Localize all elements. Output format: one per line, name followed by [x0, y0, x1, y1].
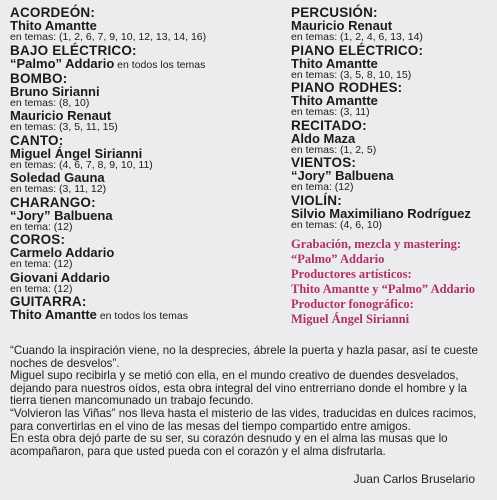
musician-name: Aldo Maza — [291, 130, 356, 146]
musician-name: Soledad Gauna — [10, 170, 105, 185]
production-credit-line: “Palmo” Addario — [291, 252, 385, 266]
musician-name: Miguel Ángel Sirianni — [10, 145, 143, 161]
themes-list: en tema: (12) — [10, 282, 73, 295]
credits-column-right — [291, 6, 491, 327]
themes-list: en temas: (4, 6, 7, 8, 9, 10, 11) — [10, 158, 153, 171]
production-credit-line: Productor fonográfico: — [291, 297, 414, 311]
role-label: BOMBO: — [10, 70, 68, 86]
role-group-piano-electrico — [291, 44, 491, 82]
themes-list: en temas: (8, 10) — [10, 96, 90, 109]
musician-name: Thito Amantte — [10, 18, 97, 33]
themes-list: en tema: (12) — [291, 181, 354, 193]
musician-name: Thito Amantte — [10, 307, 97, 322]
role-label: ACORDEÓN: — [10, 5, 96, 20]
role-group-canto — [10, 134, 290, 196]
musician-name: Thito Amantte — [291, 55, 378, 71]
role-group-recitado — [291, 119, 491, 157]
musician-name: “Palmo” Addario — [10, 55, 115, 71]
musician-name: “Jory” Balbuena — [10, 207, 113, 223]
role-label: GUITARRA: — [10, 294, 87, 309]
role-group-percusion — [291, 6, 491, 44]
musician-line — [291, 57, 491, 70]
musician-name: Carmelo Addario — [10, 245, 115, 260]
themes-list: en temas: (3, 5, 8, 10, 15) — [291, 68, 412, 81]
quote-paragraph: “Cuando la inspiración viene, no la desprecies, ábrele la puerta y hazla pasar, así te cueste noches de desvelos”. — [10, 344, 478, 370]
role-group-vientos — [291, 156, 491, 194]
production-credits — [291, 237, 491, 327]
themes-list: en temas: (4, 6, 10) — [291, 218, 383, 231]
production-credit-line: Thito Amantte y “Palmo” Addario — [291, 282, 476, 296]
quote-paragraph: En esta obra dejó parte de su ser, su corazón desnudo y en el alma las musas que lo acompañaron, para que usted pueda con el corazón y el alma disfrutarla. — [10, 432, 448, 458]
musician-name: Giovani Addario — [10, 269, 110, 285]
role-group-guitarra — [10, 295, 290, 323]
role-group-piano-rodhes — [291, 81, 491, 119]
musician-name: Mauricio Renaut — [291, 18, 393, 33]
dedication-text — [10, 345, 490, 458]
role-group-acordeon — [10, 6, 290, 44]
musician-line — [10, 271, 290, 284]
musician-line — [10, 147, 290, 160]
themes-list: en temas: (1, 2, 6, 7, 9, 10, 12, 13, 14, 16) — [10, 31, 207, 43]
credits-column-left — [10, 6, 290, 323]
musician-line — [10, 308, 290, 323]
themes-list: en temas: (3, 11, 12) — [10, 183, 107, 195]
themes-note: en todos los temas — [114, 58, 206, 71]
musician-line — [291, 132, 491, 145]
role-label: PERCUSIÓN: — [291, 5, 378, 20]
role-label: VIENTOS: — [291, 155, 357, 170]
role-label: BAJO ELÉCTRICO: — [10, 42, 137, 58]
themes-list: en tema: (12) — [10, 258, 73, 270]
themes-list: en tema: (12) — [10, 220, 73, 233]
signature: Juan Carlos Bruselario — [353, 472, 475, 486]
themes-list: en temas: (3, 5, 11, 15) — [10, 121, 118, 133]
right-credit-list — [291, 6, 491, 231]
musician-line — [10, 57, 290, 72]
musician-line — [10, 85, 290, 98]
role-group-coros — [10, 233, 290, 295]
role-group-charango — [10, 196, 290, 234]
role-group-bajo-electrico — [10, 44, 290, 72]
themes-list: en temas: (3, 11) — [291, 106, 370, 118]
role-label: RECITADO: — [291, 117, 367, 133]
role-label: PIANO ELÉCTRICO: — [291, 42, 424, 58]
musician-name: “Jory” Balbuena — [291, 168, 394, 183]
musician-line — [10, 209, 290, 222]
role-label: CANTO: — [10, 132, 64, 148]
role-label: PIANO RODHES: — [291, 80, 403, 95]
quote-paragraph: Miguel supo recibirla y se metió con ella, en el mundo creativo de duendes desvelados, dejando para nuestros oídos, esta obra integral del vino entrerriano donde el hombre y la tierra tienen mancomunado un trabajo fecundo. — [10, 369, 467, 408]
production-credit-line: Miguel Ángel Sirianni — [291, 312, 410, 326]
quote-paragraph: “Volvieron las Viñas” nos lleva hasta el misterio de las vides, traducidas en dulces racimos, para convertirlas en el vino de las mesas del tiempo compartido entre amigos. — [10, 406, 477, 433]
production-credit-line: Grabación, mezcla y mastering: — [291, 237, 462, 251]
themes-note: en todos los temas — [96, 310, 188, 322]
musician-line — [291, 207, 491, 220]
musician-name: Thito Amantte — [291, 93, 378, 108]
production-credit-line: Productores artísticos: — [291, 267, 412, 281]
musician-name: Silvio Maximiliano Rodríguez — [291, 205, 471, 221]
role-label: COROS: — [10, 232, 66, 247]
role-label: VIOLÍN: — [291, 192, 342, 208]
themes-list: en temas: (1, 2, 5) — [291, 143, 377, 156]
musician-name: Bruno Sirianni — [10, 83, 100, 99]
musician-name: Mauricio Renaut — [10, 108, 112, 123]
role-label: CHARANGO: — [10, 194, 96, 210]
role-group-bombo — [10, 72, 290, 134]
role-group-violin — [291, 194, 491, 232]
themes-list: en temas: (1, 2, 4, 6, 13, 14) — [291, 31, 423, 43]
